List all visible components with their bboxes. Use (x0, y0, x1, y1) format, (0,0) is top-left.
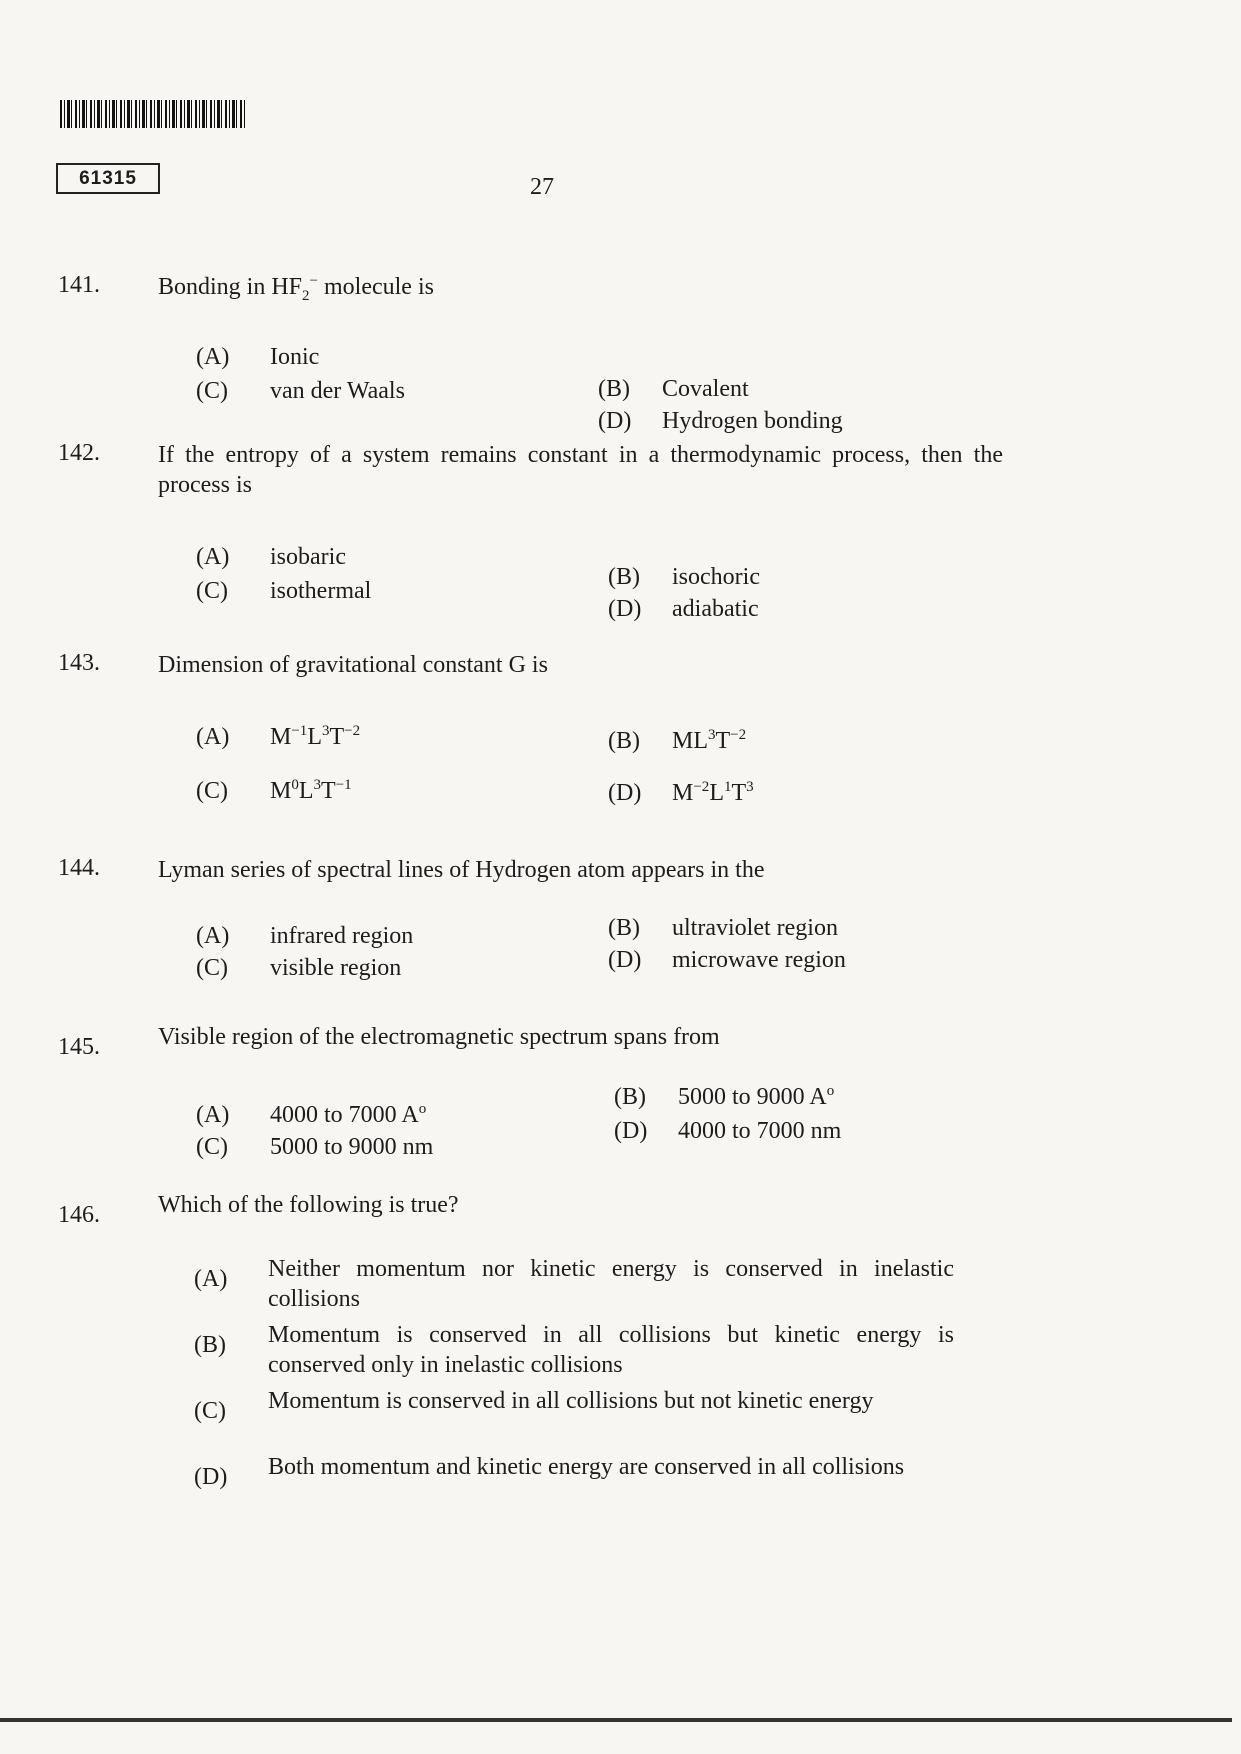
option-a: (A) Ionic (196, 344, 320, 370)
bottom-rule (0, 1718, 1232, 1722)
paper-code: 61315 (56, 163, 160, 194)
question-text: Lyman series of spectral lines of Hydrogen atom appears in the (158, 857, 765, 883)
question-number: 141. (58, 272, 100, 298)
option-b: (B) Covalent (598, 376, 749, 402)
option-a: (A) $M^{-1}L^3T^{-2}$ (196, 723, 361, 750)
question-number: 146. (58, 1202, 100, 1228)
option-b: (B) 5000 to 9000 $A^o$ (614, 1083, 835, 1110)
option-d: (D) Both momentum and kinetic energy are conserved in all collisions (194, 1454, 905, 1490)
question-text: If the entropy of a system remains constant in a thermodynamic process, then the process is (158, 442, 1003, 498)
option-a: (A) infrared region (196, 923, 414, 949)
option-c: (C) van der Waals (196, 378, 405, 404)
option-a: (A) Neither momentum nor kinetic energy is conserved in inelastic collisions (194, 1256, 954, 1312)
option-d: (D) 4000 to 7000 nm (614, 1118, 842, 1144)
question-number: 145. (58, 1034, 100, 1060)
question-text: Visible region of the electromagnetic spectrum spans from (158, 1024, 720, 1050)
option-a: (A) isobaric (196, 544, 346, 570)
option-c: (C) Momentum is conserved in all collisions but not kinetic energy (194, 1388, 874, 1424)
option-c: (C) visible region (196, 955, 402, 981)
option-d: (D) $M^{-2}L^1T^3$ (608, 779, 754, 806)
option-b: (B) $ML^3T^{-2}$ (608, 727, 747, 754)
option-b: (B) isochoric (608, 564, 760, 590)
barcode-icon (60, 100, 246, 128)
option-b: (B) ultraviolet region (608, 915, 838, 941)
question-number: 142. (58, 440, 100, 466)
question-number: 143. (58, 650, 100, 676)
question-text: Bonding in $HF_2^-$ molecule is (158, 273, 434, 304)
option-c: (C) $M^0L^3T^{-1}$ (196, 777, 352, 804)
option-d: (D) microwave region (608, 947, 846, 973)
question-text: Dimension of gravitational constant G is (158, 652, 548, 678)
question-text: Which of the following is true? (158, 1192, 459, 1218)
option-b: (B) Momentum is conserved in all collisions but kinetic energy is conserved only in inelastic collisions (194, 1322, 954, 1378)
option-a: (A) 4000 to 7000 $A^o$ (196, 1101, 427, 1128)
option-d: (D) Hydrogen bonding (598, 408, 843, 434)
option-c: (C) isothermal (196, 578, 372, 604)
option-d: (D) adiabatic (608, 596, 759, 622)
question-number: 144. (58, 855, 100, 881)
page-number: 27 (530, 174, 554, 200)
option-c: (C) 5000 to 9000 nm (196, 1134, 434, 1160)
